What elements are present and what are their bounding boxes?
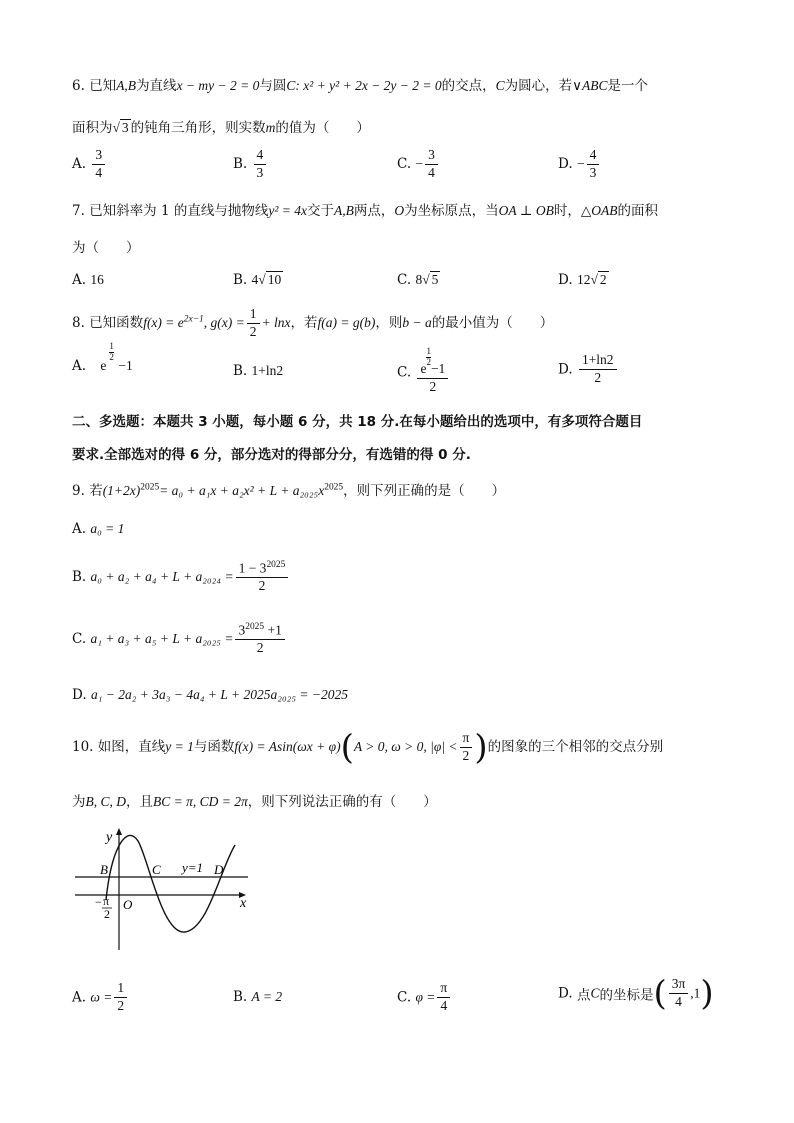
tail: −1 — [430, 360, 446, 376]
math: △OAB — [580, 203, 618, 218]
q7-option-a[interactable] — [72, 272, 104, 288]
q6-option-b[interactable] — [233, 147, 268, 182]
option-label: A. — [72, 989, 87, 1006]
q8-option-a[interactable] — [72, 341, 133, 374]
text: 的最小值为（ ） — [431, 314, 554, 331]
q9-line1 — [72, 479, 505, 499]
text: ，则下列正确的是（ ） — [343, 483, 506, 499]
value: 1+ln2 — [251, 363, 284, 378]
fraction — [254, 147, 267, 182]
statement: a₀ = 1 — [90, 521, 125, 536]
section2-heading-line2: 要求.全部选对的得 6 分，部分选对的得部分分，有选错的得 0 分. — [72, 447, 471, 463]
q6-number: 6. — [72, 78, 85, 94]
text: ，且 — [126, 794, 153, 810]
option-label: A. — [72, 521, 87, 537]
option-label: C. — [397, 272, 412, 288]
text: 若 — [89, 483, 103, 499]
math: m — [265, 120, 276, 135]
right-paren: ) — [700, 973, 714, 1014]
text: 的值为（ ） — [275, 120, 370, 136]
math: C — [495, 78, 505, 93]
math: C — [590, 985, 600, 1001]
denominator: 2 — [429, 378, 437, 394]
numerator: 1 — [109, 341, 114, 351]
text: 的面积 — [617, 203, 658, 219]
numerator: 3π — [669, 976, 689, 994]
denominator: 2 — [462, 747, 470, 763]
text: 的坐标是 — [599, 987, 654, 1004]
denominator: 2 — [256, 640, 264, 656]
lhs: φ = — [415, 989, 436, 1005]
exponent: 2025 — [245, 622, 265, 632]
q6-option-d[interactable] — [558, 147, 601, 182]
q9-option-a[interactable] — [72, 521, 124, 537]
q9-option-b[interactable] — [72, 560, 290, 595]
math: f(x) = Asin(ωx + φ) — [234, 738, 341, 754]
math: O — [394, 203, 405, 218]
fraction — [669, 976, 689, 1011]
math: + lnx — [261, 314, 291, 330]
numerator-text: 1 − 3 — [238, 560, 267, 576]
half-exponent — [426, 347, 431, 368]
option-label: C. — [72, 631, 87, 648]
radicand: 10 — [267, 272, 282, 287]
numerator: 3 — [425, 147, 438, 165]
denominator: 4 — [675, 993, 682, 1009]
option-label: C. — [397, 989, 412, 1006]
option-label: A. — [72, 358, 87, 374]
math: b − a — [402, 314, 432, 330]
sine-curve — [106, 835, 235, 932]
denominator: 2 — [258, 578, 266, 594]
text: 的交点， — [441, 78, 496, 94]
pi-label: π — [103, 894, 110, 908]
math: 3 — [121, 120, 129, 135]
e-power: e $\frac{1}{2}$ — [100, 341, 114, 373]
line-label: y=1 — [182, 860, 204, 875]
statement: A = 2 — [251, 989, 283, 1004]
tail: ,1 — [690, 985, 701, 1001]
fraction — [587, 147, 600, 182]
q8-line1 — [72, 306, 553, 341]
option-label: D. — [558, 985, 573, 1002]
numerator: 1 — [114, 980, 127, 998]
exponent: 2025 — [266, 560, 286, 570]
numerator: 1 — [426, 346, 431, 356]
numerator-text: 3 — [238, 622, 246, 638]
text: 交于 — [307, 203, 335, 219]
text: 与圆 — [259, 78, 287, 94]
left-paren: ( — [653, 973, 667, 1014]
q9-option-d[interactable] — [72, 687, 348, 703]
radicand: 5 — [431, 272, 439, 287]
q10-number: 10. — [72, 738, 94, 755]
q7-option-d[interactable] — [558, 272, 609, 288]
text: 面积为 — [72, 120, 113, 136]
math: (1+2x) — [102, 483, 141, 498]
q8-option-d[interactable] — [558, 352, 619, 387]
statement: a₁ + a₃ + a₅ + L + a₂₀₂₅ = — [90, 631, 234, 647]
denominator: 3 — [589, 164, 597, 180]
q7-option-c[interactable] — [397, 272, 440, 288]
numerator — [235, 622, 284, 640]
statement: a₀ + a₂ + a₄ + L + a₂₀₂₄ = — [90, 569, 234, 585]
q10-option-b[interactable] — [233, 989, 282, 1005]
sign: − — [576, 155, 585, 171]
option-label: B. — [233, 272, 248, 288]
text: 与函数 — [193, 738, 235, 755]
text: 为直线 — [136, 78, 177, 94]
q9-option-c[interactable] — [72, 622, 287, 657]
math: , g(x) = — [203, 314, 245, 330]
x-axis-label: x — [240, 896, 247, 911]
statement: a₁ − 2a₂ + 3a₃ − 4a₄ + L + 2025a₂₀₂₅ = −2025 — [90, 687, 349, 702]
text: 已知 — [89, 78, 117, 94]
text: 如图，直线 — [97, 738, 166, 755]
q10-option-d[interactable] — [558, 973, 714, 1014]
y-axis-arrow — [116, 828, 122, 835]
fraction — [92, 147, 105, 182]
denominator: 2 — [426, 356, 431, 367]
numerator-tail: +1 — [264, 622, 282, 638]
option-label: A. — [72, 155, 87, 172]
q8-number: 8. — [72, 314, 85, 331]
fraction — [460, 730, 473, 765]
sine-graph — [70, 825, 255, 955]
q10-line1 — [72, 727, 664, 768]
option-label: B. — [233, 363, 248, 379]
option-label: D. — [558, 361, 573, 378]
text: 为坐标原点，当 — [404, 203, 499, 219]
q10-option-a[interactable] — [72, 980, 129, 1015]
sqrt-symbol: √ — [258, 272, 266, 287]
numerator: 4 — [254, 147, 267, 165]
fraction — [425, 147, 438, 182]
q6-option-a[interactable] — [72, 147, 107, 182]
half-exponent — [109, 342, 114, 363]
y-axis-label: y — [106, 830, 113, 845]
q7-number: 7. — [72, 203, 85, 219]
option-label: A. — [72, 272, 87, 288]
numerator: π — [437, 980, 450, 998]
radicand: 2 — [599, 272, 607, 287]
option-label: B. — [233, 155, 248, 172]
fraction — [579, 352, 617, 387]
fraction — [114, 980, 127, 1015]
sqrt-symbol: √ — [112, 120, 120, 135]
minus-sign: − — [95, 895, 102, 909]
q6-option-c[interactable] — [397, 147, 440, 182]
lhs: ω = — [90, 989, 113, 1005]
q10-option-c[interactable] — [397, 980, 452, 1015]
denominator: 4 — [95, 164, 103, 180]
text: 点 — [576, 987, 591, 1004]
math: OA ⊥ OB — [498, 203, 554, 218]
text: 两点， — [353, 203, 395, 219]
coefficient: 12 — [576, 272, 591, 287]
q10-line2 — [72, 790, 437, 810]
option-label: B. — [233, 989, 248, 1005]
fraction — [417, 346, 448, 396]
numerator: 1 — [247, 306, 260, 324]
math: C — [286, 78, 296, 93]
denominator: 3 — [256, 164, 264, 180]
fraction — [235, 622, 284, 657]
denominator: 2 — [249, 323, 257, 339]
option-label: B. — [72, 569, 87, 586]
text: 为 — [72, 794, 86, 810]
option-label: C. — [397, 155, 412, 172]
text: 的图象的三个相邻的交点分别 — [487, 738, 664, 755]
math: y² = 4x — [268, 203, 308, 218]
coefficient: 16 — [90, 272, 104, 287]
text: ，若 — [290, 314, 318, 331]
math: A,B — [334, 203, 354, 218]
text: 的钝角三角形，则实数 — [130, 120, 266, 136]
math: BC = π, CD = 2π — [153, 794, 248, 809]
right-paren: ) — [474, 727, 488, 768]
q8-option-c[interactable] — [397, 346, 450, 396]
math: ∨ABC — [572, 78, 608, 93]
option-label: C. — [397, 364, 412, 381]
exponent: 2x−1 — [183, 314, 204, 325]
denominator: 2 — [594, 369, 602, 385]
math: : x² + y² + 2x − 2y − 2 = 0 — [295, 78, 442, 93]
math: x − my − 2 = 0 — [176, 78, 260, 93]
denominator: 2 — [109, 351, 114, 362]
text: ，则 — [375, 314, 403, 331]
math: A > 0, ω > 0, |φ| < — [353, 738, 458, 754]
option-label: D. — [558, 272, 573, 288]
numerator: 4 — [587, 147, 600, 165]
option-label: D. — [72, 687, 87, 703]
math: B, C, D — [85, 794, 126, 809]
text: 为圆心，若 — [504, 78, 573, 94]
q8-option-b[interactable] — [233, 363, 283, 379]
two-label: 2 — [104, 907, 110, 921]
point-c-label: C — [152, 862, 161, 877]
math: y = 1 — [165, 738, 194, 754]
text: 时， — [553, 203, 581, 219]
left-paren: ( — [340, 727, 354, 768]
q6-line2 — [72, 116, 370, 136]
denominator: 4 — [440, 997, 448, 1013]
sign: − — [415, 155, 424, 171]
q7-option-b[interactable] — [233, 272, 283, 288]
sqrt-symbol: √ — [422, 272, 430, 287]
sqrt-symbol: √ — [590, 272, 598, 287]
origin-label: O — [123, 897, 133, 912]
fraction — [247, 306, 260, 341]
fraction — [236, 560, 289, 595]
math: f(a) = g(b) — [317, 314, 376, 330]
numerator: π — [460, 730, 473, 748]
exponent: 2025 — [324, 482, 344, 493]
q6-line1 — [72, 74, 648, 94]
point-d-label: D — [214, 862, 224, 877]
numerator: 1+ln2 — [579, 352, 617, 370]
q7-line2 — [72, 236, 140, 256]
math: A,B — [116, 78, 137, 93]
q9-number: 9. — [72, 483, 85, 499]
fraction — [437, 980, 450, 1015]
section2-heading-line1: 二、多选题：本题共 3 小题，每小题 6 分，共 18 分.在每小题给出的选项中，有多项符合题目 — [72, 414, 643, 430]
coefficient: 4 — [251, 272, 259, 287]
text: 是一个 — [607, 78, 649, 94]
option-label: D. — [558, 155, 573, 172]
text: 已知斜率为 1 的直线与抛物线 — [89, 203, 269, 219]
coefficient: 8 — [415, 272, 423, 287]
numerator — [236, 560, 289, 578]
math: f(x) = e — [143, 314, 184, 330]
numerator: 3 — [92, 147, 105, 165]
text: ，则下列说法正确的有（ ） — [247, 794, 437, 810]
tail: −1 — [118, 358, 133, 373]
text: 为（ ） — [72, 240, 140, 256]
exponent: 2025 — [140, 482, 160, 493]
numerator: e $\frac{1}{2}$ −1 — [417, 349, 448, 379]
point-b-label: B — [100, 862, 108, 877]
math: = a₀ + a₁x + a₂x² + L + a₂₀₂₅x — [159, 483, 325, 498]
q7-line1 — [72, 199, 658, 219]
denominator: 4 — [428, 164, 435, 180]
text: 已知函数 — [89, 314, 144, 331]
denominator: 2 — [117, 997, 125, 1013]
